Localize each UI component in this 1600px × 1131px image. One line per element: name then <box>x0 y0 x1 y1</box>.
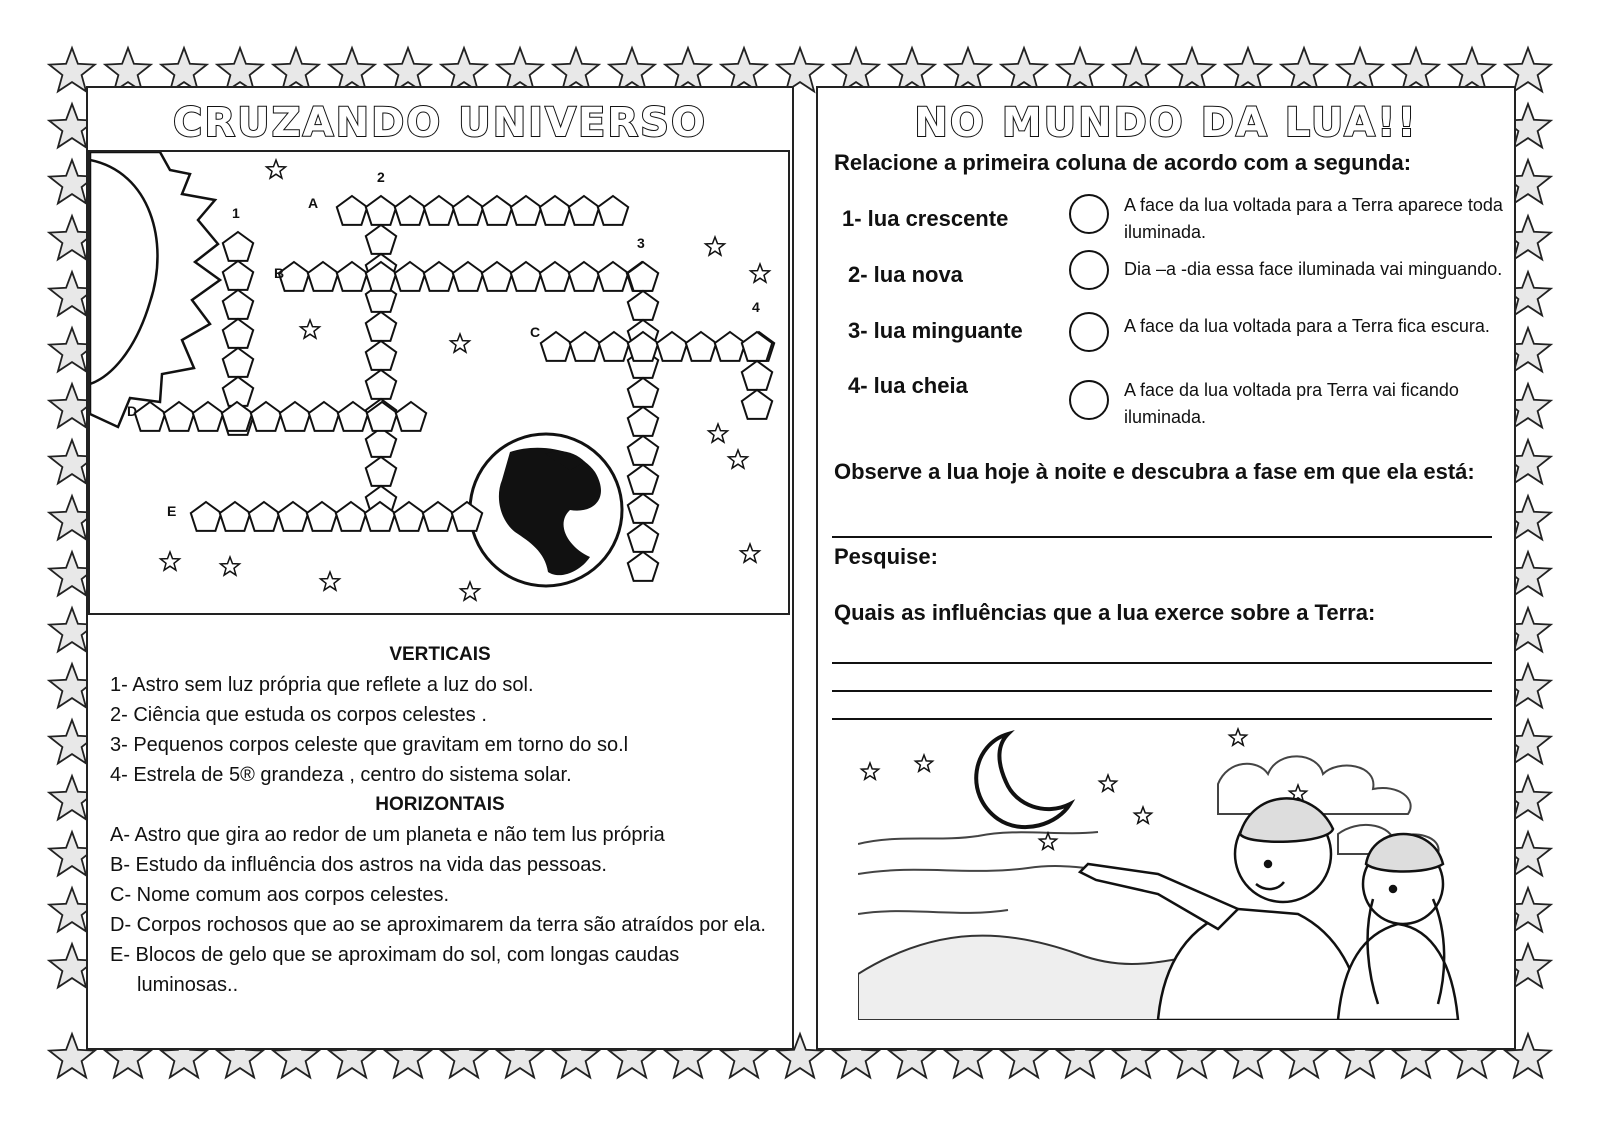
small-star-icon <box>461 582 480 600</box>
border-star-icon <box>1113 48 1159 91</box>
crossword-cell[interactable] <box>338 402 368 431</box>
small-star-icon <box>709 424 728 442</box>
crossword-cell[interactable] <box>366 312 396 341</box>
border-star-icon <box>1449 48 1495 91</box>
clue-horizontal-c: C- Nome comum aos corpos celestes. <box>110 884 450 906</box>
crossword-cell[interactable] <box>598 262 628 291</box>
crossword-panel <box>86 86 794 1050</box>
border-star-icon <box>161 48 207 91</box>
crossword-cell[interactable] <box>598 196 628 225</box>
crossword-cell[interactable] <box>164 402 194 431</box>
influence-question: Quais as influências que a lua exerce sobre a Terra: <box>834 600 1376 625</box>
crossword-cell[interactable] <box>540 196 570 225</box>
crossword-cell[interactable] <box>453 262 483 291</box>
crossword-cell[interactable] <box>569 196 599 225</box>
match-answer-circle-2[interactable] <box>1069 250 1109 290</box>
crossword-grid-box <box>88 150 790 615</box>
crossword-cell[interactable] <box>657 332 687 361</box>
border-star-icon <box>1281 48 1327 91</box>
border-star-icon <box>497 48 543 91</box>
crossword-cell[interactable] <box>424 262 454 291</box>
border-star-icon <box>441 48 487 91</box>
earth-icon <box>470 434 622 586</box>
small-star-icon <box>321 572 340 590</box>
crossword-cell[interactable] <box>366 225 396 254</box>
clue-vertical-2: 2- Ciência que estuda os corpos celestes . <box>110 704 487 726</box>
crossword-cell[interactable] <box>540 262 570 291</box>
border-star-icon <box>553 48 599 91</box>
crossword-cell[interactable] <box>628 523 658 552</box>
small-star-icon <box>267 160 286 178</box>
crossword-cell[interactable] <box>366 341 396 370</box>
decorative-stars <box>161 160 770 600</box>
crossword-cell[interactable] <box>628 407 658 436</box>
crossword-cell[interactable] <box>307 502 337 531</box>
pesquise-heading: Pesquise: <box>834 544 938 569</box>
crossword-cell[interactable] <box>628 494 658 523</box>
crossword-cell[interactable] <box>280 402 310 431</box>
small-star-icon <box>729 450 748 468</box>
crossword-cell[interactable] <box>628 436 658 465</box>
border-star-icon <box>217 48 263 91</box>
crossword-cell[interactable] <box>337 196 367 225</box>
border-star-icon <box>945 48 991 91</box>
border-star-icon <box>889 48 935 91</box>
crossword-cell[interactable] <box>628 552 658 581</box>
crossword-cell[interactable] <box>628 262 658 291</box>
border-star-icon <box>1393 48 1439 91</box>
crossword-cell[interactable] <box>396 402 426 431</box>
crossword-cell[interactable] <box>251 402 281 431</box>
clue-horizontal-a: A- Astro que gira ao redor de um planeta e não tem lus própria <box>110 824 665 846</box>
small-star-icon <box>221 557 240 575</box>
answer-line-phase[interactable] <box>832 536 1492 538</box>
crossword-cell[interactable] <box>220 502 250 531</box>
crossword-cell[interactable] <box>742 390 772 419</box>
clue-horizontal-d: D- Corpos rochosos que ao se aproximarem da terra são atraídos por ela. <box>110 914 766 936</box>
clue-list <box>110 640 770 1000</box>
answer-line-2[interactable] <box>832 690 1492 692</box>
border-star-icon <box>609 48 655 91</box>
border-star-icon <box>49 48 95 91</box>
label-4: 4 <box>752 299 760 315</box>
kids-pointing-at-moon-illustration <box>858 724 1478 1020</box>
label-d: D <box>127 403 138 419</box>
small-star-icon <box>751 264 770 282</box>
border-star-icon <box>1001 48 1047 91</box>
border-star-icon <box>329 48 375 91</box>
crossword-cell[interactable] <box>191 502 221 531</box>
match-right-4: A face da lua voltada pra Terra vai ficando iluminada. <box>1124 380 1459 427</box>
crossword-cell[interactable] <box>423 502 453 531</box>
border-star-icon <box>1337 48 1383 91</box>
verticais-heading: VERTICAIS <box>389 644 491 665</box>
border-star-icon <box>105 48 151 91</box>
match-answer-circle-3[interactable] <box>1069 312 1109 352</box>
label-2: 2 <box>377 169 385 185</box>
small-star-icon <box>741 544 760 562</box>
match-right-1: A face da lua voltada para a Terra aparece toda iluminada. <box>1124 195 1503 242</box>
horizontais-heading: HORIZONTAIS <box>375 794 505 815</box>
crossword-cell[interactable] <box>223 319 253 348</box>
crossword-cell[interactable] <box>599 332 629 361</box>
label-e: E <box>167 503 177 519</box>
match-left-3: 3- lua minguante <box>848 318 1023 343</box>
crossword-cell[interactable] <box>395 196 425 225</box>
border-star-icon <box>721 48 767 91</box>
border-star-icon <box>385 48 431 91</box>
crossword-cell[interactable] <box>223 232 253 261</box>
crossword-cell[interactable] <box>453 196 483 225</box>
crossword-cell[interactable] <box>394 502 424 531</box>
clue-vertical-3: 3- Pequenos corpos celeste que gravitam em torno do so.l <box>110 734 629 756</box>
clue-horizontal-e: E- Blocos de gelo que se aproximam do sol, com longas caudas luminosas.. <box>110 944 680 996</box>
crossword-cell[interactable] <box>308 262 338 291</box>
crossword-cell[interactable] <box>278 502 308 531</box>
crossword-cell[interactable] <box>223 290 253 319</box>
border-star-icon <box>1169 48 1215 91</box>
crossword-cell[interactable] <box>223 348 253 377</box>
match-right-2: Dia –a -dia essa face iluminada vai minguando. <box>1124 259 1503 279</box>
crossword-cell[interactable] <box>366 457 396 486</box>
crossword-cell[interactable] <box>570 332 600 361</box>
label-1: 1 <box>232 205 240 221</box>
crossword-cell[interactable] <box>742 332 772 361</box>
clue-vertical-4: 4- Estrela de 5® grandeza , centro do sistema solar. <box>110 764 572 786</box>
crossword-cell[interactable] <box>366 370 396 399</box>
crossword-cell[interactable] <box>541 332 571 361</box>
label-a: A <box>308 195 319 211</box>
crossword-cell[interactable] <box>135 402 165 431</box>
moon-title: NO MUNDO DA LUA!! <box>914 100 1418 146</box>
crossword-cell[interactable] <box>249 502 279 531</box>
crossword-title: CRUZANDO UNIVERSO <box>173 100 707 146</box>
match-answer-circle-4[interactable] <box>1069 380 1109 420</box>
clue-horizontal-b: B- Estudo da influência dos astros na vida das pessoas. <box>110 854 607 876</box>
crossword-cell[interactable] <box>628 291 658 320</box>
match-instruction: Relacione a primeira coluna de acordo com a segunda: <box>834 150 1412 175</box>
crossword-cell[interactable] <box>482 196 512 225</box>
crossword-cells <box>135 196 774 581</box>
crossword-cell[interactable] <box>336 502 366 531</box>
crossword-cell[interactable] <box>569 262 599 291</box>
border-star-icon <box>1505 48 1551 91</box>
match-answer-circle-1[interactable] <box>1069 194 1109 234</box>
crossword-cell[interactable] <box>337 262 367 291</box>
crossword-cell[interactable] <box>193 402 223 431</box>
label-b: B <box>274 265 285 281</box>
crossword-cell[interactable] <box>511 196 541 225</box>
crossword-cell[interactable] <box>511 262 541 291</box>
crossword-cell[interactable] <box>715 332 745 361</box>
crossword-grid <box>90 152 788 613</box>
crossword-cell[interactable] <box>366 428 396 457</box>
border-star-icon <box>273 48 319 91</box>
observe-prompt: Observe a lua hoje à noite e descubra a fase em que ela está: <box>834 459 1475 484</box>
match-right-3: A face da lua voltada para a Terra fica escura. <box>1124 316 1490 336</box>
crossword-cell[interactable] <box>424 196 454 225</box>
clue-vertical-1: 1- Astro sem luz própria que reflete a luz do sol. <box>110 674 534 696</box>
match-left-4: 4- lua cheia <box>848 373 968 398</box>
crossword-cell[interactable] <box>309 402 339 431</box>
sun-icon <box>90 152 220 427</box>
crossword-cell[interactable] <box>686 332 716 361</box>
crossword-cell[interactable] <box>628 465 658 494</box>
crossword-cell[interactable] <box>628 378 658 407</box>
answer-line-1[interactable] <box>832 662 1492 664</box>
crossword-cell[interactable] <box>742 361 772 390</box>
small-star-icon <box>161 552 180 570</box>
label-c: C <box>530 324 541 340</box>
crossword-cell[interactable] <box>395 262 425 291</box>
small-star-icon <box>706 237 725 255</box>
border-star-icon <box>833 48 879 91</box>
border-star-icon <box>777 48 823 91</box>
small-star-icon <box>301 320 320 338</box>
moon-panel <box>816 86 1516 1050</box>
answer-line-3[interactable] <box>832 718 1492 720</box>
crossword-cell[interactable] <box>366 196 396 225</box>
label-3: 3 <box>637 235 645 251</box>
match-left-2: 2- lua nova <box>848 262 963 287</box>
match-left-1: 1- lua crescente <box>842 206 1009 231</box>
border-star-icon <box>665 48 711 91</box>
border-star-icon <box>1225 48 1271 91</box>
border-star-icon <box>1057 48 1103 91</box>
small-star-icon <box>451 334 470 352</box>
crossword-cell[interactable] <box>223 261 253 290</box>
crossword-cell[interactable] <box>482 262 512 291</box>
